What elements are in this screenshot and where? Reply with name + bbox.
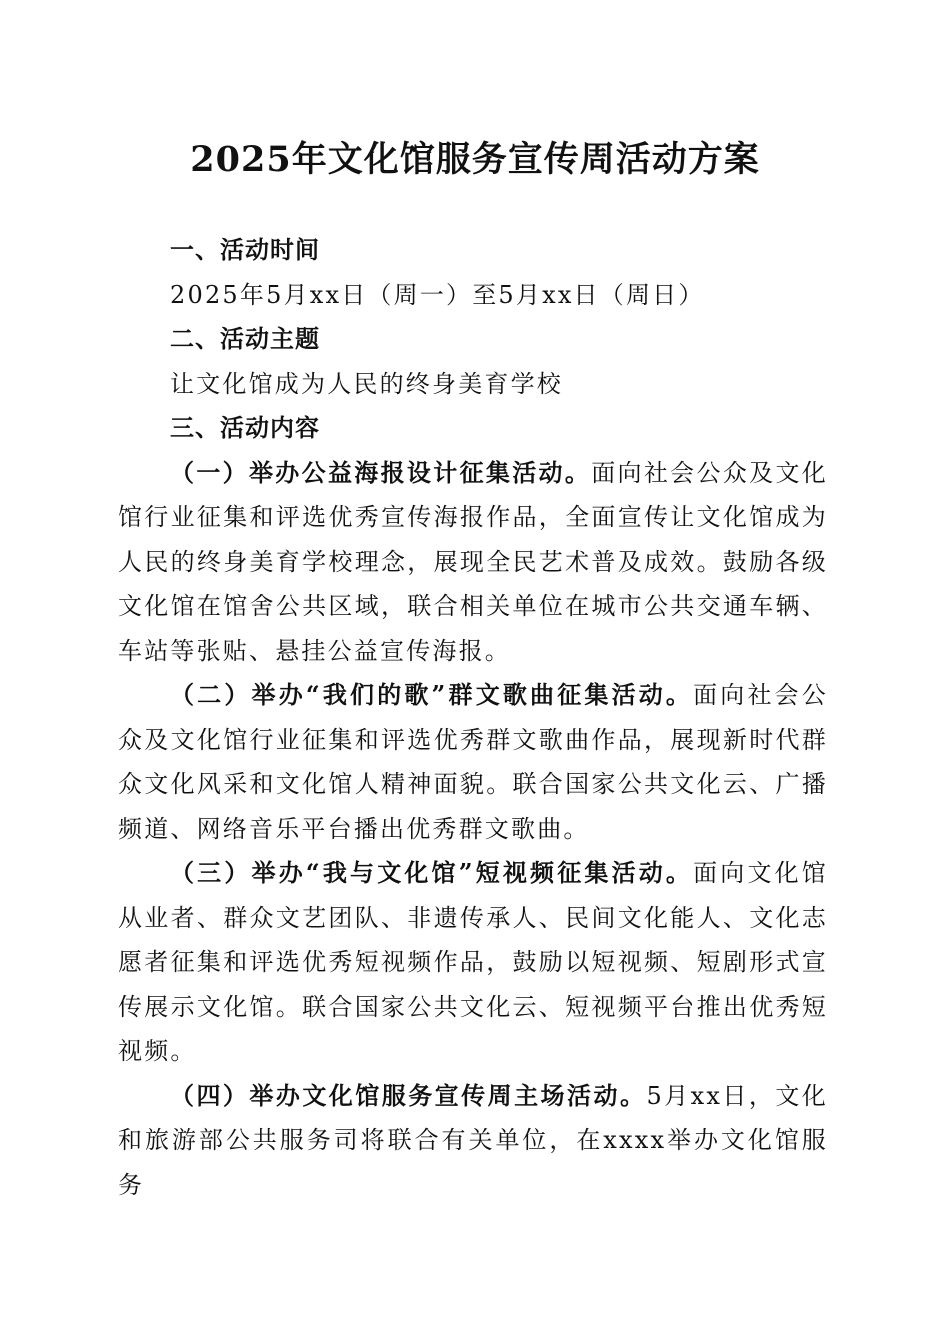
content-item-2 — [118, 673, 828, 851]
section-heading-time: 一、活动时间 — [170, 236, 320, 264]
content-item-4 — [118, 1074, 828, 1208]
activity-theme-text: 让文化馆成为人民的终身美育学校 — [170, 369, 563, 398]
content-item-3-lead: （三）举办“我与文化馆”短视频征集活动。 — [170, 858, 694, 887]
content-item-2-lead: （二）举办“我们的歌”群文歌曲征集活动。 — [170, 680, 694, 709]
content-item-3-text: 面向文化馆从业者、群众文艺团队、非遗传承人、民间文化能人、文化志愿者征集和评选优秀短视频作品，鼓励以短视频、短剧形式宣传展示文化馆。联合国家公共文化云、短视频平台推出优秀短视频。 — [118, 859, 829, 1065]
document-body — [118, 228, 828, 1207]
content-item-4-text: 5月xx日，文化和旅游部公共服务司将联合有关单位，在xxxx举办文化馆服务 — [118, 1081, 828, 1199]
section-heading-content: 三、活动内容 — [170, 414, 320, 442]
section-heading-theme: 二、活动主题 — [170, 325, 320, 353]
content-item-1-text: 面向社会公众及文化馆行业征集和评选优秀宣传海报作品，全面宣传让文化馆成为人民的终身美育学校理念，展现全民艺术普及成效。鼓励各级文化馆在馆舍公共区域，联合相关单位在城市公共交通车辆、车站等张贴、悬挂公益宣传海报。 — [118, 458, 828, 665]
document-title: 2025年文化馆服务宣传周活动方案 — [190, 139, 760, 180]
activity-time-text: 2025年5月xx日（周一）至5月xx日（周日） — [170, 280, 705, 309]
content-item-4-lead: （四）举办文化馆服务宣传周主场活动。 — [170, 1080, 647, 1110]
content-item-3 — [118, 851, 828, 1074]
content-item-1-lead: （一）举办公益海报设计征集活动。 — [170, 457, 592, 487]
content-item-1 — [118, 451, 828, 674]
content-item-2-text: 面向社会公众及文化馆行业征集和评选优秀群文歌曲作品，展现新时代群众文化风采和文化馆人精神面貌。联合国家公共文化云、广播频道、网络音乐平台播出优秀群文歌曲。 — [118, 681, 829, 843]
